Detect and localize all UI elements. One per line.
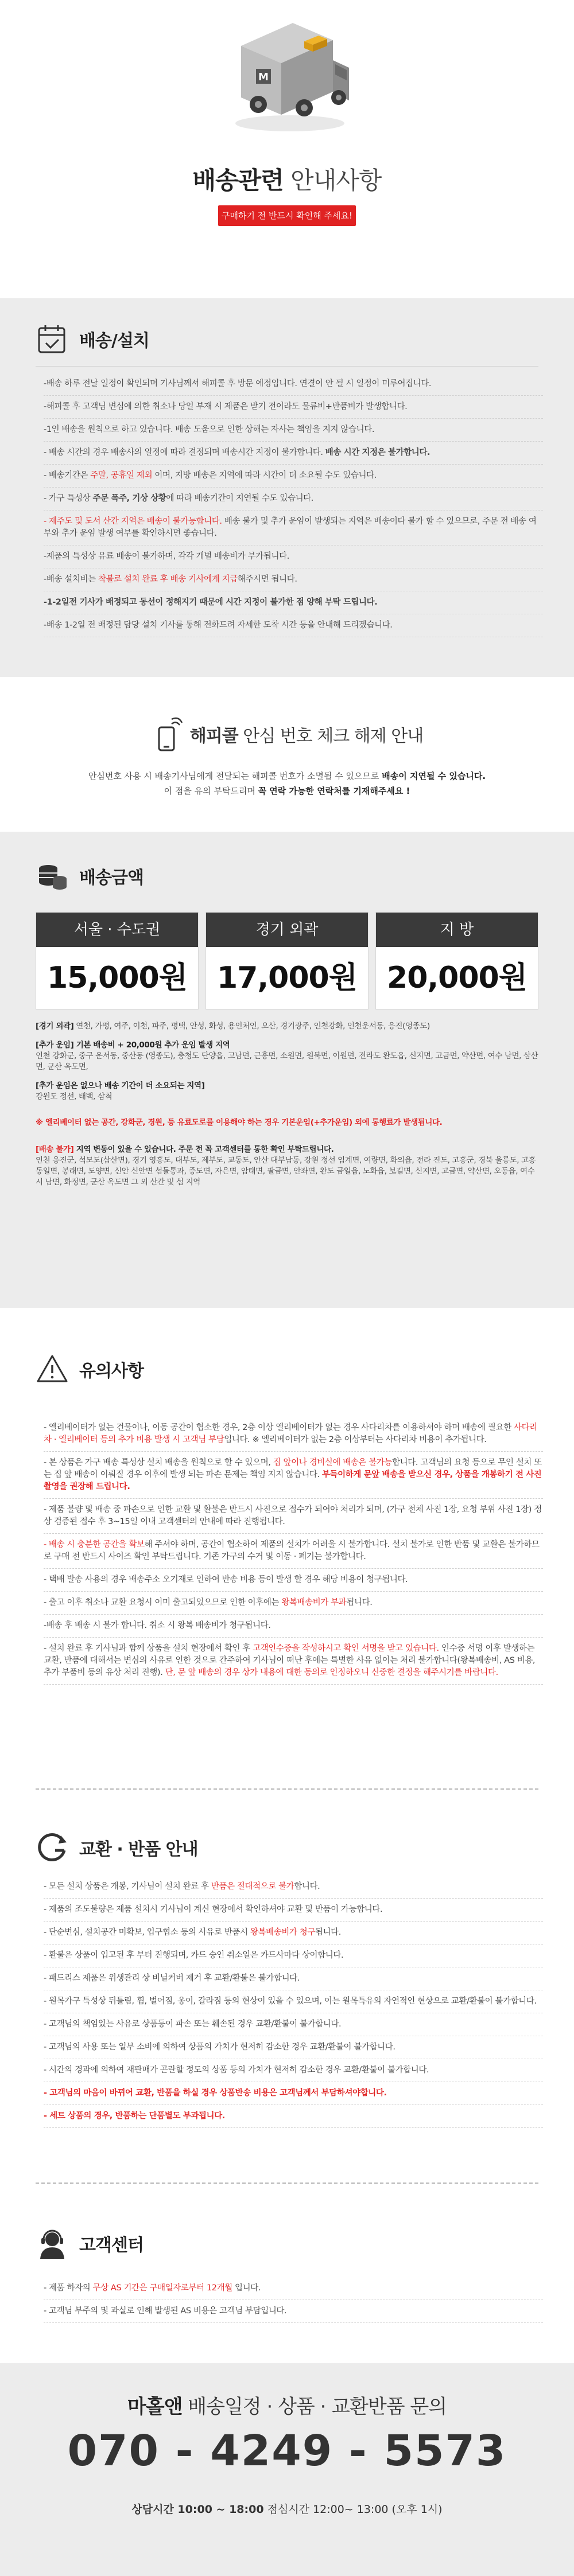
divider	[36, 1788, 538, 1790]
list-item: - 배송기간은 주말, 공휴일 제외 이며, 지방 배송은 지역에 따라 시간이 더 소요될 수도 있습니다.	[44, 465, 543, 488]
delivery-list	[44, 373, 543, 637]
list-item: -해피콜 후 고객님 변심에 의한 취소나 당일 부재 시 제품은 받기 전이라도 물류비+반품비가 발생합니다.	[44, 396, 543, 419]
list-item: - 설치 완료 후 기사님과 함께 상품을 설치 현장에서 확인 후 고객인수증을 작성하시고 확인 서명을 받고 있습니다. 인수증 서명 이후 발생하는 교환, 반품에 대해서는 변심의 사유로 인한 것으로 간주하여 기사님이 떠난 후에는 특별한 사유 없이는 처리 불가합니다(왕복배송비, AS 비용, 추가 부품비 등의 유상 처리 진행). 단, 문 앞 배송의 경우 상가 내용에 대한 동의로 인정하오니 신중한 결정을 해주시기를 바랍니다.	[44, 1638, 543, 1685]
list-item: - 배송 시간의 경우 배송사의 일정에 따라 결정되며 배송시간 지정이 불가합니다. 배송 시간 지정은 불가합니다.	[44, 442, 543, 465]
list-item: -1인 배송을 원칙으로 하고 있습니다. 배송 도움으로 인한 상해는 자사는 책임을 지지 않습니다.	[44, 419, 543, 442]
exchange-heading: 교환 · 반품 안내	[36, 1831, 198, 1864]
list-item: - 제품의 조도불량은 제품 설치시 기사님이 계신 현장에서 확인하셔야 교환 및 반품이 가능합니다.	[44, 1899, 543, 1922]
happycall-section	[0, 677, 574, 832]
exchange-list	[44, 1876, 543, 2128]
contact-box	[0, 2363, 574, 2576]
fee-heading: 배송금액	[36, 859, 144, 893]
caution-section	[0, 1308, 574, 1807]
customer-center-heading: 고객센터	[36, 2227, 144, 2260]
happycall-heading: 해피콜 안심 번호 체크 해제 안내	[0, 717, 574, 751]
list-item: - 가구 특성상 주문 폭주, 기상 상황에 따라 배송기간이 지연될 수도 있습니다.	[44, 488, 543, 510]
caution-heading: 유의사항	[36, 1353, 144, 1386]
list-item: - 고객님의 사용 또는 일부 소비에 의하여 상품의 가치가 현저히 감소한 경우 교환/환불이 불가합니다.	[44, 2036, 543, 2059]
long-delivery-note: [추가 운임은 없으나 배송 기간이 더 소요되는 지역] 강원도 정선, 태백, 삼척	[36, 1081, 205, 1101]
list-item: -배송 설치비는 착불로 설치 완료 후 배송 기사에게 지급해주시면 됩니다.	[44, 568, 543, 591]
phone-ringing-icon	[151, 717, 183, 751]
fee-price: 15,000원	[47, 961, 187, 995]
customer-center-list	[44, 2277, 543, 2323]
toll-warning: ※ 엘리베이터 없는 공간, 강화군, 경원, 등 유료도로를 이용해야 하는 경우 기본운임(+추가운임) 외에 통행료가 발생됩니다.	[36, 1118, 443, 1127]
page-title: 배송관련 안내사항	[192, 166, 382, 194]
fee-price: 17,000원	[217, 961, 357, 995]
exchange-icon	[36, 1831, 69, 1864]
list-item: - 제품 하자의 무상 AS 기간은 구매일자로부터 12개월 입니다.	[44, 2277, 543, 2300]
list-item: -제품의 특성상 유료 배송이 불가하며, 각각 개별 배송비가 부가됩니다.	[44, 545, 543, 568]
exchange-section	[0, 1807, 574, 2197]
delivery-truck-icon	[218, 6, 356, 138]
fee-price: 20,000원	[387, 961, 527, 995]
notice-badge: 구매하기 전 반드시 확인해 주세요!	[218, 205, 356, 226]
fee-box-local	[375, 912, 538, 1010]
list-item: -배송 하루 전날 일정이 확인되며 기사님께서 해피콜 후 방문 예정입니다. 연결이 안 될 시 일정이 미루어집니다.	[44, 373, 543, 396]
contact-title: 마홀앤 배송일정 · 상품 · 교환반품 문의	[127, 2395, 447, 2418]
list-item: -1-2일전 기사가 배정되고 동선이 정해지기 때문에 시간 지정이 불가한 점 양해 부탁 드립니다.	[44, 591, 543, 614]
warning-icon	[36, 1353, 69, 1386]
list-item: - 원목가구 특성상 뒤틀림, 휨, 벌어짐, 옹이, 갈라짐 등의 현상이 있을 수 있으며, 이는 원목특유의 자연적인 현상으로 교환/환불이 불가합니다.	[44, 1990, 543, 2013]
extra-fee-note: [추가 운임] 기본 배송비 + 20,000원 추가 운임 발생 지역 인천 강화군, 중구 운서동, 중산동 (영종도), 충청도 단양읍, 고남면, 근흥면, 소원면, 원북면, 이원면, 전라도 완도읍, 신지면, 고금면, 약산면, 여수 남면, 삼산면, 군산 옥도면,	[36, 1040, 538, 1071]
list-item: - 제주도 및 도서 산간 지역은 배송이 불가능합니다. 배송 불가 및 추가 운임이 발생되는 지역은 배송이다 불가 할 수 있으므로, 주문 전 배송 여부와 추가 운임 발생 여부를 확인하시면 좋습니다.	[44, 510, 543, 545]
divider	[36, 366, 538, 367]
fee-notes	[36, 1021, 541, 1196]
phone-number[interactable]: 070 - 4249 - 5573	[67, 2426, 507, 2476]
svg-text:M: M	[258, 71, 269, 83]
list-item: - 제품 불량 및 배송 중 파손으로 인한 교환 및 환불은 반드시 사진으로 접수가 되어야 처리가 되며, (가구 전체 사진 1장, 요청 부위 사진 1장) 정상 검증된 접수 후 3~15일 이내 고객센터의 안내에 따라 진행됩니다.	[44, 1499, 543, 1534]
divider	[36, 2183, 538, 2184]
fee-boxes	[36, 912, 538, 1010]
list-item: - 엘리베이터가 없는 건물이나, 이동 공간이 협소한 경우, 2층 이상 엘리베이터가 없는 경우 사다리차를 이용하셔야 하며 배송에 필요한 사다리차 · 엘리베이터 등의 추가 비용 발생 시 고객님 부담입니다. ※ 엘리베이터가 없는 2층 이상부터는 사다리차 비용이 추가됩니다.	[44, 1417, 543, 1452]
fee-region: 지 방	[376, 913, 538, 947]
list-item: - 출고 이후 취소나 교환 요청시 이미 출고되었으므로 인한 이후에는 왕복배송비가 부과됩니다.	[44, 1592, 543, 1615]
fee-box-gyeonggi	[205, 912, 369, 1010]
list-item: -배송 후 배송 시 불가 합니다. 취소 시 왕복 배송비가 청구됩니다.	[44, 1615, 543, 1638]
list-item: - 세트 상품의 경우, 반품하는 단품별도 부과됩니다.	[44, 2105, 543, 2128]
hero	[0, 0, 574, 298]
list-item: - 본 상품은 가구 배송 특성상 설치 배송을 원칙으로 할 수 있으며, 집 앞이나 경비실에 배송은 불가능합니다. 고객님의 요청 등으로 무인 설치 또는 집 앞 배송이 이뤄질 경우 이후에 발생 되는 파손 문제는 책임 지지 않습니다. 부득이하게 문앞 배송을 받으신 경우, 상품을 개봉하기 전 사진촬영을 권장해 드립니다.	[44, 1452, 543, 1499]
list-item: - 환불은 상품이 입고된 후 부터 진행되며, 카드 승인 취소일은 카드사마다 상이합니다.	[44, 1944, 543, 1967]
list-item: - 단순변심, 설치공간 미확보, 입구협소 등의 사유로 반품시 왕복배송비가 청구됩니다.	[44, 1922, 543, 1944]
list-item: - 패드리스 제품은 위생관리 상 비닐커버 제거 후 교환/환불은 불가합니다.	[44, 1967, 543, 1990]
fee-box-seoul	[36, 912, 199, 1010]
delivery-heading: 배송/설치	[36, 322, 149, 356]
business-hours: 상담시간 10:00 ~ 18:00 점심시간 12:00~ 13:00 (오후 1시)	[131, 2503, 443, 2516]
fee-region: 경기 외곽	[206, 913, 368, 947]
list-item: - 배송 시 충분한 공간을 확보해 주셔야 하며, 공간이 협소하여 제품의 설치가 어려울 시 불가합니다. 설치 불가로 인한 반품 및 교환은 불가하므로 구매 전 반드시 사이즈 확인 부탁드립니다. 기존 가구의 수거 및 이동 · 폐기는 불가합니다.	[44, 1534, 543, 1569]
delivery-section	[0, 298, 574, 677]
fee-region: 서울 · 수도권	[36, 913, 198, 947]
coin-stack-icon	[36, 859, 69, 893]
outer-region-note: [경기 외곽] 연천, 가평, 여주, 이천, 파주, 평택, 안성, 화성, 용인처인, 오산, 경기광주, 인천강화, 인천운서동, 응진(영종도)	[36, 1022, 430, 1031]
list-item: - 택배 발송 사용의 경우 배송주소 오기재로 인하여 반송 비용 등이 발생 할 경우 해당 비용이 청구됩니다.	[44, 1569, 543, 1592]
fee-section	[0, 832, 574, 1308]
list-item: - 고객님의 마음이 바뀌어 교환, 반품을 하실 경우 상품반송 비용은 고객님께서 부담하셔야합니다.	[44, 2082, 543, 2105]
caution-list	[44, 1417, 543, 1685]
calendar-check-icon	[36, 322, 69, 356]
list-item: - 고객님의 책임있는 사유로 상품등이 파손 또는 훼손된 경우 교환/환불이 불가합니다.	[44, 2013, 543, 2036]
list-item: -배송 1-2일 전 배정된 담당 설치 기사를 통해 전화드려 자세한 도착 시간 등을 안내해 드리겠습니다.	[44, 614, 543, 637]
customer-service-icon	[36, 2227, 69, 2260]
unavailable-note: [배송 불가] 지역 변동이 있을 수 있습니다. 주문 전 꼭 고객센터를 통한 확인 부탁드립니다. 인천 옹진군, 석모도(삼산면), 경기 영흥도, 대부도, 제부도, 교동도, 안산 대부남동, 강원 정선 임계면, 여량면, 화의읍, 전라 진도, 고흥군, 경북 울릉도, 고흥 동일면, 봉래면, 도양면, 신안 신안면 섬돌통과, 증도면, 자은면, 암태면, 팔금면, 안좌면, 완도 금일읍, 노화읍, 보길면, 신지면, 고금면, 약산면, 오동읍, 여수시 남면, 화정면, 군산 옥도면 그 외 산간 및 섬 지역	[36, 1145, 536, 1187]
customer-center-section	[0, 2197, 574, 2576]
list-item: - 모든 설치 상품은 개봉, 기사님이 설치 완료 후 반품은 절대적으로 불가합니다.	[44, 1876, 543, 1899]
list-item: - 고객님 부주의 및 과실로 인해 발생된 AS 비용은 고객님 부담입니다.	[44, 2300, 543, 2323]
happycall-text: 안심번호 사용 시 배송기사님에게 전달되는 해피콜 번호가 소멸될 수 있으므로 배송이 지연될 수 있습니다. 이 점을 유의 부탁드리며 꼭 연락 가능한 연락처를 기재해주세요 !	[88, 771, 486, 796]
list-item: - 시간의 경과에 의하여 재판매가 곤란할 정도의 상품 등의 가치가 현저히 감소한 경우 교환/환불이 불가합니다.	[44, 2059, 543, 2082]
